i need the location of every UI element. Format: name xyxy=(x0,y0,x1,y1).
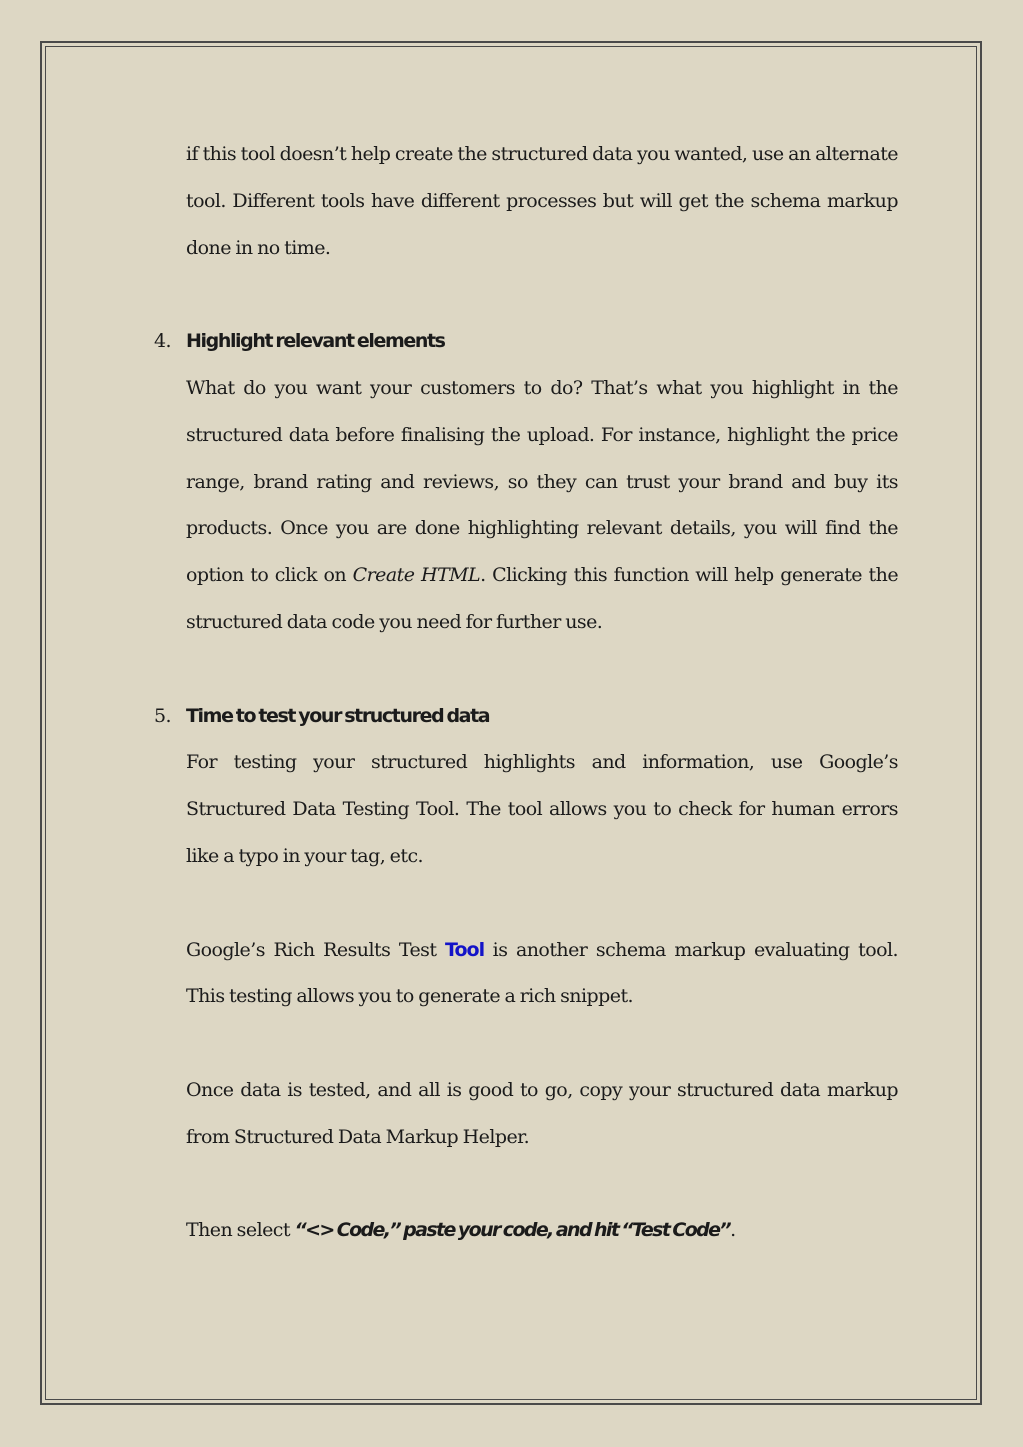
rich-results-paragraph xyxy=(186,927,898,1021)
document-body xyxy=(154,131,899,1254)
section-heading-test: Time to test your structured data xyxy=(186,704,490,727)
code-instruction-emphasis: “<> Code,” paste your code, and hit “Test Code” xyxy=(294,1219,731,1242)
highlight-text-before: What do you want your customers to do? That’s what you highlight in the structured data before finalising the upload. For instance, highlight the price range, brand rating and reviews, so they can trust your brand and buy its products. Once you are done highlighting relevant details, you will find the option to click on xyxy=(186,376,898,587)
rich-results-text-before: Google’s Rich Results Test xyxy=(186,938,446,961)
highlight-text-after: . Clicking this function will help generate the structured data code you need for further use. xyxy=(186,564,899,633)
list-number: 5. xyxy=(154,704,172,727)
list-item-5 xyxy=(154,693,898,880)
list-number: 4. xyxy=(154,330,172,353)
final-text-after: . xyxy=(730,1219,736,1242)
list-item-4 xyxy=(154,318,899,646)
tool-link[interactable]: Tool xyxy=(445,938,485,961)
final-text-before: Then select xyxy=(186,1219,295,1242)
create-html-emphasis: Create HTML xyxy=(352,564,481,587)
section-heading-highlight: Highlight relevant elements xyxy=(186,330,445,353)
highlight-paragraph xyxy=(186,365,898,646)
intro-paragraph: if this tool doesn’t help create the structured data you wanted, use an alternate tool. Different tools have different processes but will get the schema markup done in no time. xyxy=(186,143,898,259)
final-paragraph xyxy=(186,1207,898,1254)
copy-markup-paragraph: Once data is tested, and all is good to go, copy your structured data markup from Structured Data Markup Helper. xyxy=(186,1078,898,1148)
testing-paragraph: For testing your structured highlights and information, use Google’s Structured Data Testing Tool. The tool allows you to check for human errors like a typo in your tag, etc. xyxy=(186,751,898,867)
rich-results-text-after: is another schema markup evaluating tool. This testing allows you to generate a rich snippet. xyxy=(186,938,898,1008)
